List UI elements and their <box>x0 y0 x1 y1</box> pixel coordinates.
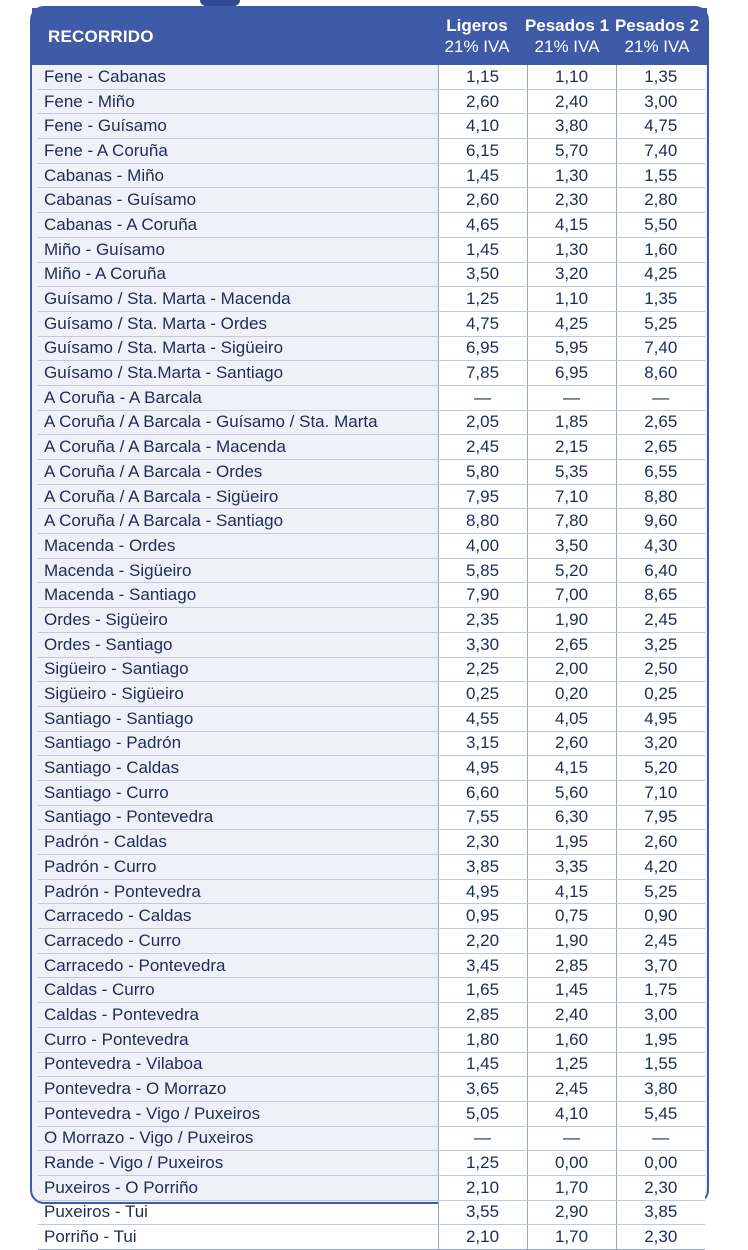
table-row <box>38 163 705 188</box>
table-row <box>38 929 705 954</box>
pesados-1-cell: 2,40 <box>527 89 616 114</box>
pesados-1-cell: 4,15 <box>527 756 616 781</box>
pesados-1-cell: 1,85 <box>527 410 616 435</box>
route-cell: Pontevedra - O Morrazo <box>38 1077 438 1102</box>
pesados-2-cell: 2,45 <box>616 608 705 633</box>
pesados-1-cell: 1,95 <box>527 830 616 855</box>
pesados-1-cell: 5,35 <box>527 460 616 485</box>
pesados-1-cell: 4,15 <box>527 879 616 904</box>
header-col-name: Pesados 1 <box>524 16 610 35</box>
ligeros-cell: 5,05 <box>438 1101 527 1126</box>
table-row <box>38 1126 705 1151</box>
header-col-tax: 21% IVA <box>444 37 510 56</box>
header-route-label: RECORRIDO <box>48 27 154 46</box>
pesados-1-cell: 3,50 <box>527 534 616 559</box>
pesados-2-cell: 5,50 <box>616 213 705 238</box>
table-row <box>38 435 705 460</box>
pesados-1-cell: 2,00 <box>527 657 616 682</box>
route-cell: Ordes - Santiago <box>38 632 438 657</box>
route-cell: Carracedo - Caldas <box>38 904 438 929</box>
pesados-1-cell: 1,25 <box>527 1052 616 1077</box>
pesados-2-cell: — <box>616 1126 705 1151</box>
pesados-2-cell: 8,80 <box>616 484 705 509</box>
route-cell: Guísamo / Sta. Marta - Sigüeiro <box>38 336 438 361</box>
ligeros-cell: 6,15 <box>438 139 527 164</box>
pesados-1-cell: 4,10 <box>527 1101 616 1126</box>
pesados-2-cell: 3,85 <box>616 1200 705 1225</box>
table-row <box>38 188 705 213</box>
route-cell: A Coruña / A Barcala - Macenda <box>38 435 438 460</box>
table-row <box>38 1151 705 1176</box>
pesados-2-cell: 2,80 <box>616 188 705 213</box>
route-cell: Puxeiros - O Porriño <box>38 1175 438 1200</box>
route-cell: A Coruña / A Barcala - Santiago <box>38 509 438 534</box>
route-cell: Guísamo / Sta. Marta - Ordes <box>38 311 438 336</box>
pesados-1-cell: 7,00 <box>527 583 616 608</box>
pesados-1-cell: 1,90 <box>527 929 616 954</box>
pesados-2-cell: 5,20 <box>616 756 705 781</box>
pesados-1-cell: 4,05 <box>527 706 616 731</box>
table-row <box>38 114 705 139</box>
table-header <box>32 8 707 65</box>
table-row <box>38 336 705 361</box>
pesados-2-cell: 2,30 <box>616 1175 705 1200</box>
ligeros-cell: 2,35 <box>438 608 527 633</box>
pesados-2-cell: — <box>616 385 705 410</box>
pesados-2-cell: 6,40 <box>616 558 705 583</box>
ligeros-cell: 4,65 <box>438 213 527 238</box>
route-cell: Carracedo - Pontevedra <box>38 953 438 978</box>
pesados-2-cell: 0,00 <box>616 1151 705 1176</box>
table-row <box>38 1101 705 1126</box>
pesados-1-cell: — <box>527 385 616 410</box>
pesados-1-cell: 2,65 <box>527 632 616 657</box>
ligeros-cell: 2,85 <box>438 1003 527 1028</box>
pesados-1-cell: 6,95 <box>527 361 616 386</box>
ligeros-cell: 3,50 <box>438 262 527 287</box>
route-cell: Miño - Guísamo <box>38 237 438 262</box>
table-row <box>38 1200 705 1225</box>
ligeros-cell: 4,55 <box>438 706 527 731</box>
table-row <box>38 558 705 583</box>
pesados-1-cell: 6,30 <box>527 805 616 830</box>
pesados-2-cell: 5,25 <box>616 311 705 336</box>
ligeros-cell: 3,15 <box>438 731 527 756</box>
pesados-1-cell: 5,95 <box>527 336 616 361</box>
route-cell: A Coruña - A Barcala <box>38 385 438 410</box>
table-row <box>38 385 705 410</box>
table-row <box>38 756 705 781</box>
route-cell: Santiago - Santiago <box>38 706 438 731</box>
table-row <box>38 904 705 929</box>
pesados-2-cell: 0,25 <box>616 682 705 707</box>
ligeros-cell: 4,75 <box>438 311 527 336</box>
route-cell: Carracedo - Curro <box>38 929 438 954</box>
pesados-1-cell: 1,30 <box>527 237 616 262</box>
table-row <box>38 484 705 509</box>
pesados-1-cell: 1,10 <box>527 65 616 89</box>
pesados-1-cell: 1,45 <box>527 978 616 1003</box>
pesados-1-cell: 7,80 <box>527 509 616 534</box>
table-row <box>38 657 705 682</box>
table-row <box>38 706 705 731</box>
route-cell: Guísamo / Sta. Marta - Macenda <box>38 287 438 312</box>
pesados-1-cell: 5,60 <box>527 780 616 805</box>
ligeros-cell: 1,65 <box>438 978 527 1003</box>
table-row <box>38 89 705 114</box>
header-col-tax: 21% IVA <box>624 37 690 56</box>
route-cell: Caldas - Pontevedra <box>38 1003 438 1028</box>
ligeros-cell: 3,55 <box>438 1200 527 1225</box>
ligeros-cell: 2,30 <box>438 830 527 855</box>
pesados-2-cell: 1,75 <box>616 978 705 1003</box>
table-row <box>38 1077 705 1102</box>
ligeros-cell: 0,95 <box>438 904 527 929</box>
header-col-pesados-2 <box>612 15 702 57</box>
rates-table <box>38 65 705 1250</box>
pesados-2-cell: 7,40 <box>616 336 705 361</box>
pesados-1-cell: 2,15 <box>527 435 616 460</box>
pesados-1-cell: 5,20 <box>527 558 616 583</box>
pesados-2-cell: 1,35 <box>616 65 705 89</box>
table-row <box>38 410 705 435</box>
pesados-2-cell: 2,60 <box>616 830 705 855</box>
route-cell: Fene - Guísamo <box>38 114 438 139</box>
route-cell: Macenda - Santiago <box>38 583 438 608</box>
ligeros-cell: 0,25 <box>438 682 527 707</box>
pesados-1-cell: 2,30 <box>527 188 616 213</box>
pesados-1-cell: 0,75 <box>527 904 616 929</box>
table-row <box>38 731 705 756</box>
table-row <box>38 583 705 608</box>
route-cell: Puxeiros - Tui <box>38 1200 438 1225</box>
route-cell: Porriño - Tui <box>38 1225 438 1250</box>
ligeros-cell: 2,25 <box>438 657 527 682</box>
pesados-2-cell: 8,65 <box>616 583 705 608</box>
ligeros-cell: 2,60 <box>438 89 527 114</box>
pesados-1-cell: 4,15 <box>527 213 616 238</box>
header-col-name: Ligeros <box>446 16 508 35</box>
table-row <box>38 287 705 312</box>
ligeros-cell: 1,15 <box>438 65 527 89</box>
ligeros-cell: 7,55 <box>438 805 527 830</box>
pesados-2-cell: 2,50 <box>616 657 705 682</box>
route-cell: Caldas - Curro <box>38 978 438 1003</box>
pesados-1-cell: 2,85 <box>527 953 616 978</box>
ligeros-cell: 1,45 <box>438 237 527 262</box>
ligeros-cell: 3,45 <box>438 953 527 978</box>
pesados-2-cell: 1,35 <box>616 287 705 312</box>
route-cell: Cabanas - Miño <box>38 163 438 188</box>
pesados-1-cell: 1,60 <box>527 1027 616 1052</box>
ligeros-cell: 2,05 <box>438 410 527 435</box>
route-cell: A Coruña / A Barcala - Guísamo / Sta. Marta <box>38 410 438 435</box>
ligeros-cell: 1,25 <box>438 287 527 312</box>
route-cell: A Coruña / A Barcala - Ordes <box>38 460 438 485</box>
pesados-2-cell: 1,95 <box>616 1027 705 1052</box>
route-cell: Pontevedra - Vilaboa <box>38 1052 438 1077</box>
ligeros-cell: 6,95 <box>438 336 527 361</box>
pesados-1-cell: 2,40 <box>527 1003 616 1028</box>
ligeros-cell: 2,20 <box>438 929 527 954</box>
pesados-2-cell: 7,95 <box>616 805 705 830</box>
ligeros-cell: 5,80 <box>438 460 527 485</box>
pesados-2-cell: 2,65 <box>616 435 705 460</box>
ligeros-cell: 2,60 <box>438 188 527 213</box>
table-row <box>38 139 705 164</box>
pesados-1-cell: 2,60 <box>527 731 616 756</box>
pesados-2-cell: 7,10 <box>616 780 705 805</box>
ligeros-cell: 1,25 <box>438 1151 527 1176</box>
route-cell: Santiago - Padrón <box>38 731 438 756</box>
table-row <box>38 682 705 707</box>
route-cell: Santiago - Curro <box>38 780 438 805</box>
route-cell: Sigüeiro - Santiago <box>38 657 438 682</box>
pesados-1-cell: 2,90 <box>527 1200 616 1225</box>
pesados-2-cell: 4,30 <box>616 534 705 559</box>
route-cell: Sigüeiro - Sigüeiro <box>38 682 438 707</box>
route-cell: Miño - A Coruña <box>38 262 438 287</box>
route-cell: Fene - Miño <box>38 89 438 114</box>
table-row <box>38 534 705 559</box>
table-row <box>38 262 705 287</box>
ligeros-cell: 4,95 <box>438 756 527 781</box>
header-col-name: Pesados 2 <box>614 16 700 35</box>
route-cell: Cabanas - Guísamo <box>38 188 438 213</box>
ligeros-cell: 3,85 <box>438 855 527 880</box>
pesados-2-cell: 5,45 <box>616 1101 705 1126</box>
table-row <box>38 830 705 855</box>
table-row <box>38 361 705 386</box>
ligeros-cell: 6,60 <box>438 780 527 805</box>
pesados-1-cell: 0,20 <box>527 682 616 707</box>
ligeros-cell: 2,45 <box>438 435 527 460</box>
table-row <box>38 780 705 805</box>
pesados-2-cell: 2,30 <box>616 1225 705 1250</box>
table-row <box>38 978 705 1003</box>
pesados-2-cell: 2,65 <box>616 410 705 435</box>
route-cell: Padrón - Curro <box>38 855 438 880</box>
ligeros-cell: 2,10 <box>438 1175 527 1200</box>
table-row <box>38 311 705 336</box>
pesados-2-cell: 3,00 <box>616 89 705 114</box>
pesados-2-cell: 4,20 <box>616 855 705 880</box>
ligeros-cell: 5,85 <box>438 558 527 583</box>
pesados-1-cell: 3,35 <box>527 855 616 880</box>
route-cell: Rande - Vigo / Puxeiros <box>38 1151 438 1176</box>
ligeros-cell: 2,10 <box>438 1225 527 1250</box>
pesados-1-cell: 1,70 <box>527 1225 616 1250</box>
pesados-1-cell: 5,70 <box>527 139 616 164</box>
table-row <box>38 632 705 657</box>
pesados-1-cell: 7,10 <box>527 484 616 509</box>
header-col-ligeros <box>432 15 522 57</box>
route-cell: Cabanas - A Coruña <box>38 213 438 238</box>
pesados-2-cell: 7,40 <box>616 139 705 164</box>
ligeros-cell: 8,80 <box>438 509 527 534</box>
pesados-2-cell: 1,55 <box>616 1052 705 1077</box>
rates-table-body <box>38 65 705 1250</box>
pesados-1-cell: — <box>527 1126 616 1151</box>
ligeros-cell: 1,45 <box>438 1052 527 1077</box>
pesados-2-cell: 3,70 <box>616 953 705 978</box>
pesados-2-cell: 1,55 <box>616 163 705 188</box>
ligeros-cell: 4,10 <box>438 114 527 139</box>
pesados-2-cell: 5,25 <box>616 879 705 904</box>
ligeros-cell: — <box>438 385 527 410</box>
pesados-1-cell: 0,00 <box>527 1151 616 1176</box>
pesados-1-cell: 3,80 <box>527 114 616 139</box>
table-row <box>38 855 705 880</box>
route-cell: Fene - A Coruña <box>38 139 438 164</box>
pesados-1-cell: 1,30 <box>527 163 616 188</box>
ligeros-cell: 7,90 <box>438 583 527 608</box>
pesados-2-cell: 4,95 <box>616 706 705 731</box>
table-row <box>38 1052 705 1077</box>
route-cell: Macenda - Ordes <box>38 534 438 559</box>
ligeros-cell: 4,95 <box>438 879 527 904</box>
table-row <box>38 805 705 830</box>
pesados-2-cell: 4,75 <box>616 114 705 139</box>
pesados-1-cell: 1,10 <box>527 287 616 312</box>
header-col-pesados-1 <box>522 15 612 57</box>
route-cell: Santiago - Caldas <box>38 756 438 781</box>
pesados-2-cell: 1,60 <box>616 237 705 262</box>
pesados-2-cell: 3,25 <box>616 632 705 657</box>
table-row <box>38 608 705 633</box>
pesados-2-cell: 8,60 <box>616 361 705 386</box>
table-row <box>38 953 705 978</box>
route-cell: Fene - Cabanas <box>38 65 438 89</box>
pesados-1-cell: 3,20 <box>527 262 616 287</box>
route-cell: Guísamo / Sta.Marta - Santiago <box>38 361 438 386</box>
route-cell: Curro - Pontevedra <box>38 1027 438 1052</box>
pesados-2-cell: 4,25 <box>616 262 705 287</box>
table-row <box>38 237 705 262</box>
toll-rates-panel <box>30 6 709 1247</box>
pesados-1-cell: 1,90 <box>527 608 616 633</box>
route-cell: Santiago - Pontevedra <box>38 805 438 830</box>
pesados-1-cell: 4,25 <box>527 311 616 336</box>
table-row <box>38 1175 705 1200</box>
route-cell: Padrón - Caldas <box>38 830 438 855</box>
ligeros-cell: 3,65 <box>438 1077 527 1102</box>
pesados-2-cell: 0,90 <box>616 904 705 929</box>
table-row <box>38 213 705 238</box>
pesados-1-cell: 2,45 <box>527 1077 616 1102</box>
route-cell: Padrón - Pontevedra <box>38 879 438 904</box>
route-cell: Pontevedra - Vigo / Puxeiros <box>38 1101 438 1126</box>
pesados-2-cell: 9,60 <box>616 509 705 534</box>
table-row <box>38 460 705 485</box>
pesados-2-cell: 3,00 <box>616 1003 705 1028</box>
ligeros-cell: 1,80 <box>438 1027 527 1052</box>
pesados-2-cell: 3,80 <box>616 1077 705 1102</box>
ligeros-cell: 1,45 <box>438 163 527 188</box>
pesados-1-cell: 1,70 <box>527 1175 616 1200</box>
route-cell: Ordes - Sigüeiro <box>38 608 438 633</box>
route-cell: Macenda - Sigüeiro <box>38 558 438 583</box>
table-row <box>38 509 705 534</box>
table-row <box>38 65 705 89</box>
route-cell: A Coruña / A Barcala - Sigüeiro <box>38 484 438 509</box>
route-cell: O Morrazo - Vigo / Puxeiros <box>38 1126 438 1151</box>
ligeros-cell: 3,30 <box>438 632 527 657</box>
pesados-2-cell: 2,45 <box>616 929 705 954</box>
ligeros-cell: — <box>438 1126 527 1151</box>
table-row <box>38 879 705 904</box>
ligeros-cell: 7,95 <box>438 484 527 509</box>
pesados-2-cell: 3,20 <box>616 731 705 756</box>
table-row <box>38 1225 705 1250</box>
ligeros-cell: 7,85 <box>438 361 527 386</box>
table-row <box>38 1003 705 1028</box>
table-row <box>38 1027 705 1052</box>
pesados-2-cell: 6,55 <box>616 460 705 485</box>
ligeros-cell: 4,00 <box>438 534 527 559</box>
header-col-tax: 21% IVA <box>534 37 600 56</box>
